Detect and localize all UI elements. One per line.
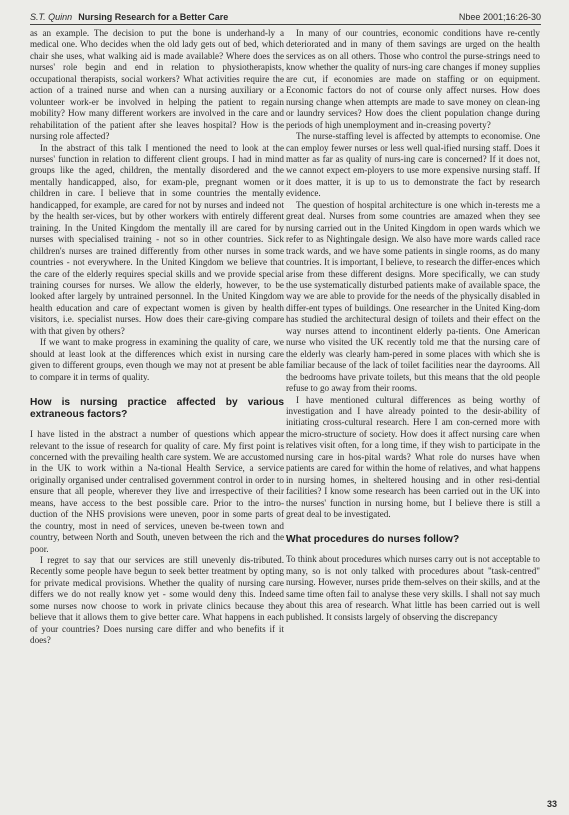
header-title: Nursing Research for a Better Care bbox=[78, 12, 229, 22]
left-column bbox=[30, 28, 284, 647]
paragraph: as an example. The decision to put the bone is underhand-ly a medical one. Who decides when the old lady gets out of bed, which chair she uses, what walking aid is made available? Where does the nurses' role begin and end in relation to physiotherapists, occupational therapists, social workers? What activities require the action of a trained nurse and when can a nursing auxiliary or a volunteer work-er be involved in helping the patient to regain mobility? How many different workers are involved in the care and rehabilitation of the patient after she leaves hospital? How is the nursing role affected? bbox=[30, 28, 284, 142]
page-number: 33 bbox=[546, 799, 557, 809]
right-column bbox=[286, 28, 540, 623]
section-heading: What procedures do nurses follow? bbox=[286, 534, 460, 546]
paragraph: In many of our countries, economic conditions have re-cently deteriorated and in many of them savings are urged on the health services as on all others. Those who control the purse-strings need to know whether the quality of nurs-ing care changes if money supplies are cut, if economies are made on staffing or on equipment. Economic factors do not of course only affect nurses. How does nursing change when attempts are made to save money on clean-ing or laundry services? How does the client population change during periods of high unemployment and in-creasing poverty? bbox=[286, 28, 540, 130]
paragraph: I have mentioned cultural differences as being worthy of investigation and I have already pointed to the desir-ability of initiating cross-cultural research. Here I am con-cerned more with the micro-structure of society. How does it affect nursing care when relatives visit often, for a long time, if they wish to participate in the nursing care in hos-pital wards? What role do nurses have when patients are cared for within the home of relatives, and what happens in nursing homes, in sheltered housing and in other resi-dential facilities? I know some research has been carried out in the UK into the nurses' function in nursing home, but I believe there is still a great deal to be investigated. bbox=[286, 394, 540, 520]
header-journal-citation: Nbee 2001;16:26-30 bbox=[458, 12, 541, 22]
paragraph: I have listed in the abstract a number of questions which appear relevant to the issue of research for quality of care. My first point is concerned with the prevailing health care system. We are accustomed in the UK to work within a Na-tional Health Service, a service originally organised under centralised government control in order to ensure that all people, wherever they live and irrespective of their means, have access to the best possible care. Prior to the intro-duction of the NHS provisions were uneven, poor in some parts of the country, most in need of services, uneven be-tween town and country, between North and South, uneven between the rich and the poor. bbox=[30, 429, 284, 554]
header-author: S.T. Quinn bbox=[30, 12, 73, 22]
paragraph: To think about procedures which nurses carry out is not acceptable to many, so is not only talked with procedures about "task-centred" nursing. However, nurses pride them-selves on their skills, and at the same time often fail to analyse these very skills. I shall not say much about this area of research. What little has been carried out is well published. It consists largely of observing the discrepancy bbox=[286, 554, 540, 622]
paragraph: The nurse-staffing level is affected by attempts to economise. One can employ fewer nurses or less well qual-ified nursing staff. Does it matter as far as quality of nurs-ing care is concerned? If it does not, we cannot expect em-ployers to use more expensive nursing staff. If it does matter, it is up to us to demonstrate the fact by research evidence. bbox=[286, 131, 540, 199]
running-header bbox=[30, 6, 541, 25]
paragraph: If we want to make progress in examining the quality of care, we should at least look at the differences which exist in nursing care given to different groups, even though we may not at present be able to compare it in terms of quality. bbox=[30, 337, 284, 382]
paragraph: In the abstract of this talk I mentioned the need to look at the nurses' function in relation to different client groups. I had in mind groups like the aged, children, the mentally disordered and the mentally handicapped, also, for exam-ple, pregnant women or children in care. I believe that in some countries the mentally handicapped, for example, are cared for not by nurses and indeed not by the health ser-vices, but by other workers with entirely different training. In the United Kingdom the mentally ill are cared for by nurses with specialised training - not so in other countries. Sick children's nurses are trained differently from other nurses in some countries - not everywhere. In the United Kingdom we believe that the care of the elderly requires special skills and we provide special training courses for nurses. We allow the elderly, however, to be looked after largely by untrained personnel. In the United Kingdom health education and care of expectant women is given by health visitors, i.e. specialist nurses. How does their care-giving compare with that given by others? bbox=[30, 142, 284, 336]
paragraph: The question of hospital architecture is one which in-terests me a great deal. Nurses from some countries are amazed when they see nursing carried out in the United Kingdom in open wards which we refer to as Nightingale design. We also have more wards called race track wards, and we have some patients in single rooms, as do many countries. It is important, I believe, to research the differ-ences which arise from these different designs. More specifically, we can study the use systematically disturbed patients make of available space, the way we are able to provide for the needs of the physically disabled in differ-ent types of buildings. One researcher in the United King-dom has studied the architectural design of toilets and their effect on the way nurses attend to incontinent elderly pa-tients. One American nurse who visited the UK recently told me that the nursing care of the elderly was clearly ham-pered in some places with which she is familiar because of the lack of toilet facilities near the dayrooms. All the bedrooms have private toilets, but this means that the old people refuse to go away from their rooms. bbox=[286, 199, 540, 394]
paragraph: I regret to say that our services are still unevenly dis-tributed. Recently some people have begun to seek better treatment by opting for private medical provisions. Whether the quality of nursing care differs we do not really know yet - some would deny this. Indeed some nurses now choose to work in private clinics because they believe that it allows them to give better care. What happens in each of your countries? Does nursing care differ and who benefits if it does? bbox=[30, 555, 284, 646]
section-heading: How is nursing practice affected by various extraneous factors? bbox=[30, 397, 284, 421]
